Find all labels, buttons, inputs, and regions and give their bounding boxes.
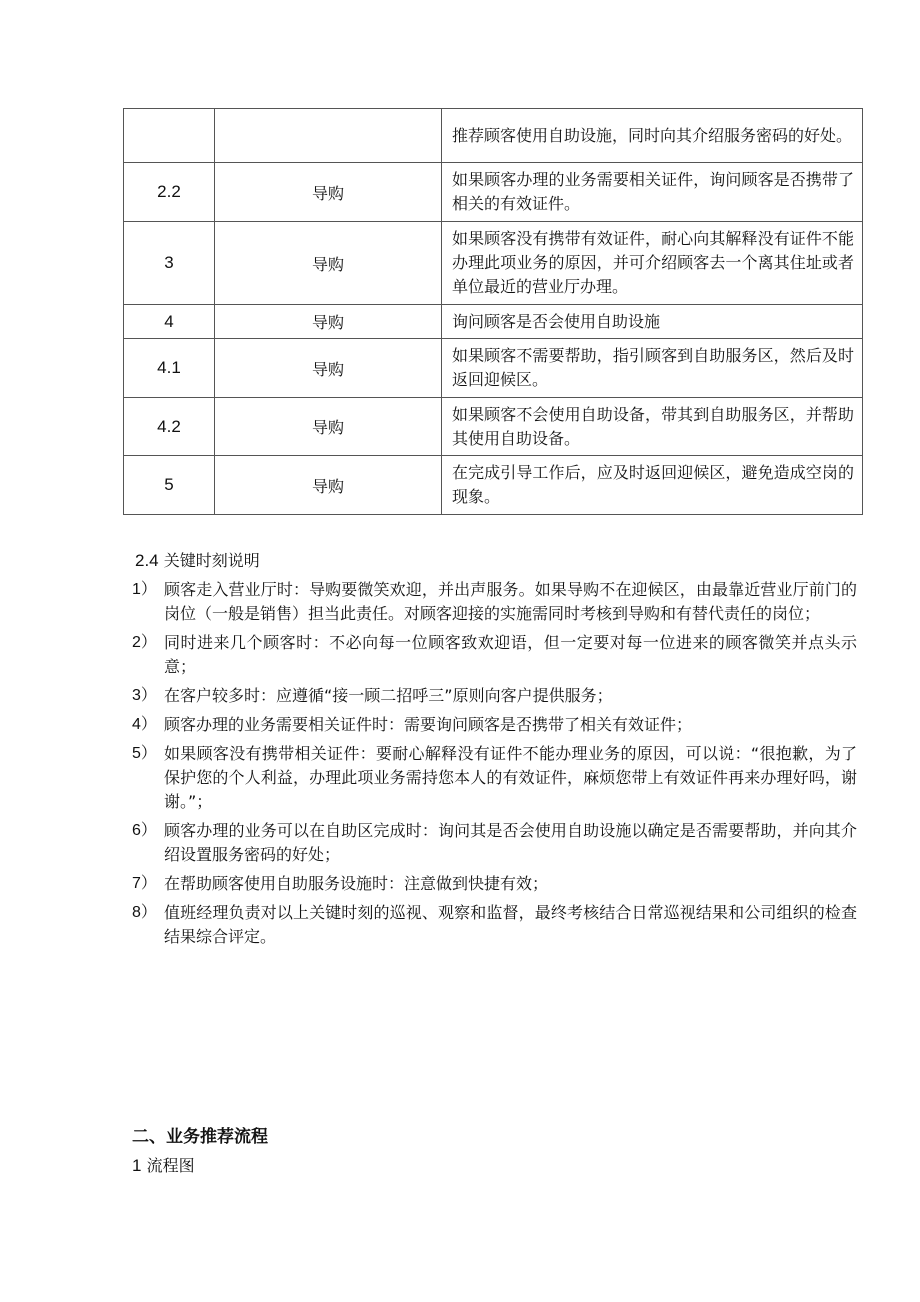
- key-moments-list: [132, 578, 857, 954]
- list-item-text: 值班经理负责对以上关键时刻的巡视、观察和监督，最终考核结合日常巡视结果和公司组织的检查结果综合评定。: [164, 903, 857, 946]
- list-item: [132, 578, 857, 626]
- list-item: [132, 872, 857, 896]
- step-number: 3: [124, 222, 215, 305]
- step-number: 4.1: [124, 339, 215, 398]
- list-item: [132, 819, 857, 867]
- table-row: [124, 222, 863, 305]
- list-item-number: 4）: [132, 716, 157, 733]
- list-item-number: 2）: [132, 634, 157, 651]
- section-title: 关键时刻说明: [163, 551, 260, 570]
- list-item-number: 8）: [132, 904, 157, 921]
- list-item-text: 在客户较多时：应遵循“接一顾二招呼三”原则向客户提供服务；: [164, 686, 613, 705]
- list-item: [132, 631, 857, 679]
- list-item-number: 1）: [132, 581, 157, 598]
- step-role: 导购: [215, 305, 442, 339]
- list-item: [132, 713, 857, 737]
- step-role: [215, 109, 442, 163]
- step-description: 在完成引导工作后，应及时返回迎候区，避免造成空岗的现象。: [442, 456, 863, 515]
- subsection-heading: [132, 1154, 195, 1178]
- step-role: 导购: [215, 163, 442, 222]
- list-item-text: 同时进来几个顾客时：不必向每一位顾客致欢迎语，但一定要对每一位进来的顾客微笑并点头示意；: [164, 633, 857, 676]
- list-item: [132, 901, 857, 949]
- step-description: 如果顾客不会使用自助设备，带其到自助服务区，并帮助其使用自助设备。: [442, 398, 863, 456]
- list-item-text: 顾客走入营业厅时：导购要微笑欢迎，并出声服务。如果导购不在迎候区，由最靠近营业厅前门的岗位（一般是销售）担当此责任。对顾客迎接的实施需同时考核到导购和有替代责任的岗位；: [164, 580, 857, 623]
- step-description: 如果顾客没有携带有效证件，耐心向其解释没有证件不能办理此项业务的原因，并可介绍顾客去一个离其住址或者单位最近的营业厅办理。: [442, 222, 863, 305]
- section-heading: [135, 549, 260, 573]
- step-number: 5: [124, 456, 215, 515]
- table-row: [124, 163, 863, 222]
- list-item-number: 5）: [132, 745, 157, 762]
- table-row: [124, 456, 863, 515]
- list-item: [132, 742, 857, 814]
- list-item-text: 顾客办理的业务可以在自助区完成时：询问其是否会使用自助设施以确定是否需要帮助，并向其介绍设置服务密码的好处；: [164, 821, 857, 864]
- list-item-number: 6）: [132, 822, 157, 839]
- step-description: 如果顾客办理的业务需要相关证件，询问顾客是否携带了相关的有效证件。: [442, 163, 863, 222]
- table-row: [124, 109, 863, 163]
- table-row: [124, 398, 863, 456]
- subsection-number: 1: [132, 1156, 142, 1175]
- list-item-text: 在帮助顾客使用自助服务设施时：注意做到快捷有效；: [164, 874, 549, 893]
- subsection-title: 流程图: [146, 1156, 195, 1175]
- step-role: 导购: [215, 222, 442, 305]
- step-number: 4.2: [124, 398, 215, 456]
- step-description: 推荐顾客使用自助设施，同时向其介绍服务密码的好处。: [442, 109, 863, 163]
- list-item: [132, 684, 857, 708]
- list-item-text: 如果顾客没有携带相关证件：要耐心解释没有证件不能办理业务的原因，可以说：“很抱歉，为了保护您的个人利益，办理此项业务需持您本人的有效证件，麻烦您带上有效证件再来办理好吗，谢谢。”；: [164, 744, 857, 811]
- step-number: 2.2: [124, 163, 215, 222]
- step-number: 4: [124, 305, 215, 339]
- table-row: [124, 305, 863, 339]
- step-role: 导购: [215, 398, 442, 456]
- step-description: 如果顾客不需要帮助，指引顾客到自助服务区，然后及时返回迎候区。: [442, 339, 863, 398]
- step-role: 导购: [215, 339, 442, 398]
- chapter-heading: 二、业务推荐流程: [132, 1127, 268, 1147]
- step-role: 导购: [215, 456, 442, 515]
- section-number: 2.4: [135, 551, 159, 570]
- list-item-number: 7）: [132, 875, 157, 892]
- list-item-text: 顾客办理的业务需要相关证件时：需要询问顾客是否携带了相关有效证件；: [164, 715, 693, 734]
- process-table: [123, 108, 863, 515]
- list-item-number: 3）: [132, 687, 157, 704]
- step-description: 询问顾客是否会使用自助设施: [442, 305, 863, 339]
- step-number: [124, 109, 215, 163]
- table-row: [124, 339, 863, 398]
